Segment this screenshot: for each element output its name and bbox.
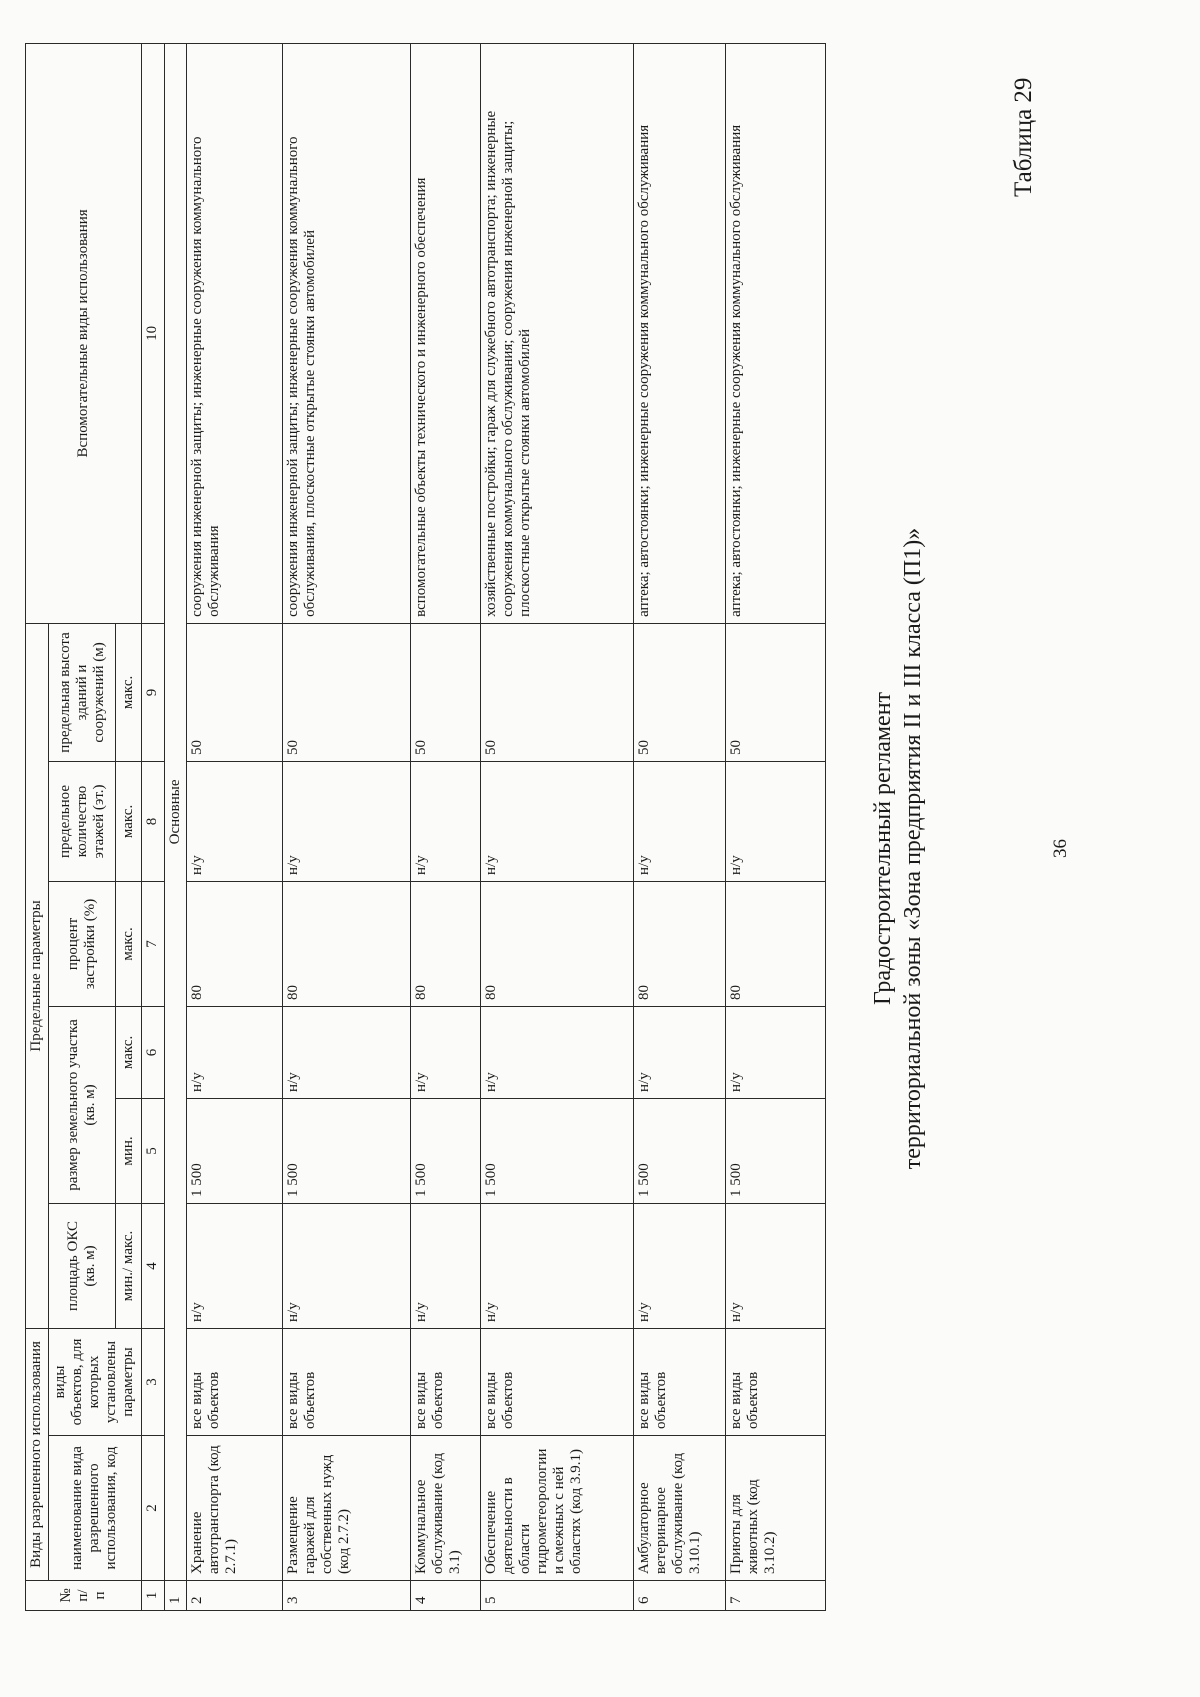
colnum-2: 2 — [141, 1436, 164, 1581]
table-label: Таблица 29 — [1010, 77, 1037, 197]
row-min: 1 500 — [282, 1098, 410, 1203]
row-name: Амбулаторное ветеринарное обслуживание (код 3.10.1) — [634, 1436, 725, 1581]
row-floors: н/у — [282, 761, 410, 881]
title-line-2: территориальной зоны «Зона предприятия II и III класса (П1)» — [900, 527, 926, 1170]
header-objects: виды объектов, для которых установлены параметры — [48, 1328, 141, 1435]
header-group-usage: Виды разрешенного использования — [26, 1328, 49, 1580]
colnum-5: 5 — [141, 1098, 164, 1203]
table-row — [725, 43, 825, 1610]
row-height: 50 — [187, 623, 282, 761]
regulation-table — [25, 43, 826, 1611]
row-min: 1 500 — [410, 1098, 480, 1203]
row-percent: 80 — [187, 881, 282, 1006]
row-floors: н/у — [410, 761, 480, 881]
row-min: 1 500 — [187, 1098, 282, 1203]
row-no: 4 — [410, 1581, 480, 1611]
row-height: 50 — [282, 623, 410, 761]
header-height: предельная высота зданий и сооружений (м) — [48, 623, 116, 761]
row-name: Обеспечение деятельности в области гидрометеорологии и смежных с ней областях (код 3.9.1) — [481, 1436, 634, 1581]
colnum-7: 7 — [141, 881, 164, 1006]
row-max: н/у — [634, 1006, 725, 1098]
row-min: 1 500 — [481, 1098, 634, 1203]
row-objects: все виды объектов — [410, 1328, 480, 1435]
row-objects: все виды объектов — [187, 1328, 282, 1435]
row-name: Приюты для животных (код 3.10.2) — [725, 1436, 825, 1581]
table-row — [634, 43, 725, 1610]
colnum-1: 1 — [141, 1581, 164, 1611]
row-height: 50 — [481, 623, 634, 761]
row-no: 3 — [282, 1581, 410, 1611]
row-objects: все виды объектов — [725, 1328, 825, 1435]
header-group-params: Предельные параметры — [26, 623, 49, 1328]
header-percent: процент застройки (%) — [48, 881, 116, 1006]
row-percent: 80 — [410, 881, 480, 1006]
row-objects: все виды объектов — [282, 1328, 410, 1435]
row-min: 1 500 — [725, 1098, 825, 1203]
row-percent: 80 — [481, 881, 634, 1006]
row-aux: аптека; автостоянки; инженерные сооружения коммунального обслуживания — [634, 43, 725, 623]
row-name: Хранение автотранспорта (код 2.7.1) — [187, 1436, 282, 1581]
row-aux: сооружения инженерной защиты; инженерные сооружения коммунального обслуживания, плоскостные открытые стоянки автомобилей — [282, 43, 410, 623]
header-floors: предельное количество этажей (эт.) — [48, 761, 116, 881]
title-line-1: Градостроительный регламент — [870, 691, 896, 1006]
row-oks: н/у — [282, 1203, 410, 1328]
row-objects: все виды объектов — [634, 1328, 725, 1435]
row-oks: н/у — [725, 1203, 825, 1328]
table-row — [481, 43, 634, 1610]
row-max: н/у — [481, 1006, 634, 1098]
row-min: 1 500 — [634, 1098, 725, 1203]
row-oks: н/у — [634, 1203, 725, 1328]
row-floors: н/у — [634, 761, 725, 881]
row-aux: аптека; автостоянки; инженерные сооружения коммунального обслуживания — [725, 43, 825, 623]
row-no: 5 — [481, 1581, 634, 1611]
sub-max-9: макс. — [116, 623, 142, 761]
table-row — [187, 43, 282, 1610]
row-aux: сооружения инженерной защиты; инженерные сооружения коммунального обслуживания — [187, 43, 282, 623]
row-height: 50 — [634, 623, 725, 761]
colnum-8: 8 — [141, 761, 164, 881]
section-no: 1 — [164, 1581, 187, 1611]
row-max: н/у — [725, 1006, 825, 1098]
colnum-3: 3 — [141, 1328, 164, 1435]
sub-max-8: макс. — [116, 761, 142, 881]
page-title — [868, 0, 928, 1697]
colnum-4: 4 — [141, 1203, 164, 1328]
row-no: 6 — [634, 1581, 725, 1611]
sub-max-6: макс. — [116, 1006, 142, 1098]
row-height: 50 — [410, 623, 480, 761]
row-floors: н/у — [725, 761, 825, 881]
row-max: н/у — [187, 1006, 282, 1098]
table-row — [410, 43, 480, 1610]
row-no: 7 — [725, 1581, 825, 1611]
row-oks: н/у — [481, 1203, 634, 1328]
row-aux: вспомогательные объекты технического и инженерного обеспечения — [410, 43, 480, 623]
sub-max-7: макс. — [116, 881, 142, 1006]
row-percent: 80 — [634, 881, 725, 1006]
row-height: 50 — [725, 623, 825, 761]
header-no: № п/ п — [26, 1581, 142, 1611]
row-objects: все виды объектов — [481, 1328, 634, 1435]
row-no: 2 — [187, 1581, 282, 1611]
row-max: н/у — [410, 1006, 480, 1098]
sub-min: мин. — [116, 1098, 142, 1203]
row-floors: н/у — [187, 761, 282, 881]
page-number: 36 — [1050, 839, 1071, 858]
row-name: Коммунальное обслуживание (код 3.1) — [410, 1436, 480, 1581]
row-oks: н/у — [187, 1203, 282, 1328]
header-oks: площадь ОКС (кв. м) — [48, 1203, 116, 1328]
row-oks: н/у — [410, 1203, 480, 1328]
header-name: наименование вида разрешенного использования, код — [48, 1436, 141, 1581]
header-plot: размер земельного участка (кв. м) — [48, 1006, 116, 1203]
header-aux: Вспомогательные виды использования — [26, 43, 142, 623]
colnum-10: 10 — [141, 43, 164, 623]
row-max: н/у — [282, 1006, 410, 1098]
sub-oks: мин./ макс. — [116, 1203, 142, 1328]
row-percent: 80 — [282, 881, 410, 1006]
row-percent: 80 — [725, 881, 825, 1006]
colnum-9: 9 — [141, 623, 164, 761]
row-aux: хозяйственные постройки; гараж для служебного автотранспорта; инженерные сооружения коммунального обслуживания; сооружения инженерной защиты; плоскостные открытые стоянки автомобилей — [481, 43, 634, 623]
table-row — [282, 43, 410, 1610]
row-floors: н/у — [481, 761, 634, 881]
colnum-6: 6 — [141, 1006, 164, 1098]
row-name: Размещение гаражей для собственных нужд (код 2.7.2) — [282, 1436, 410, 1581]
section-label: Основные — [164, 43, 187, 1580]
